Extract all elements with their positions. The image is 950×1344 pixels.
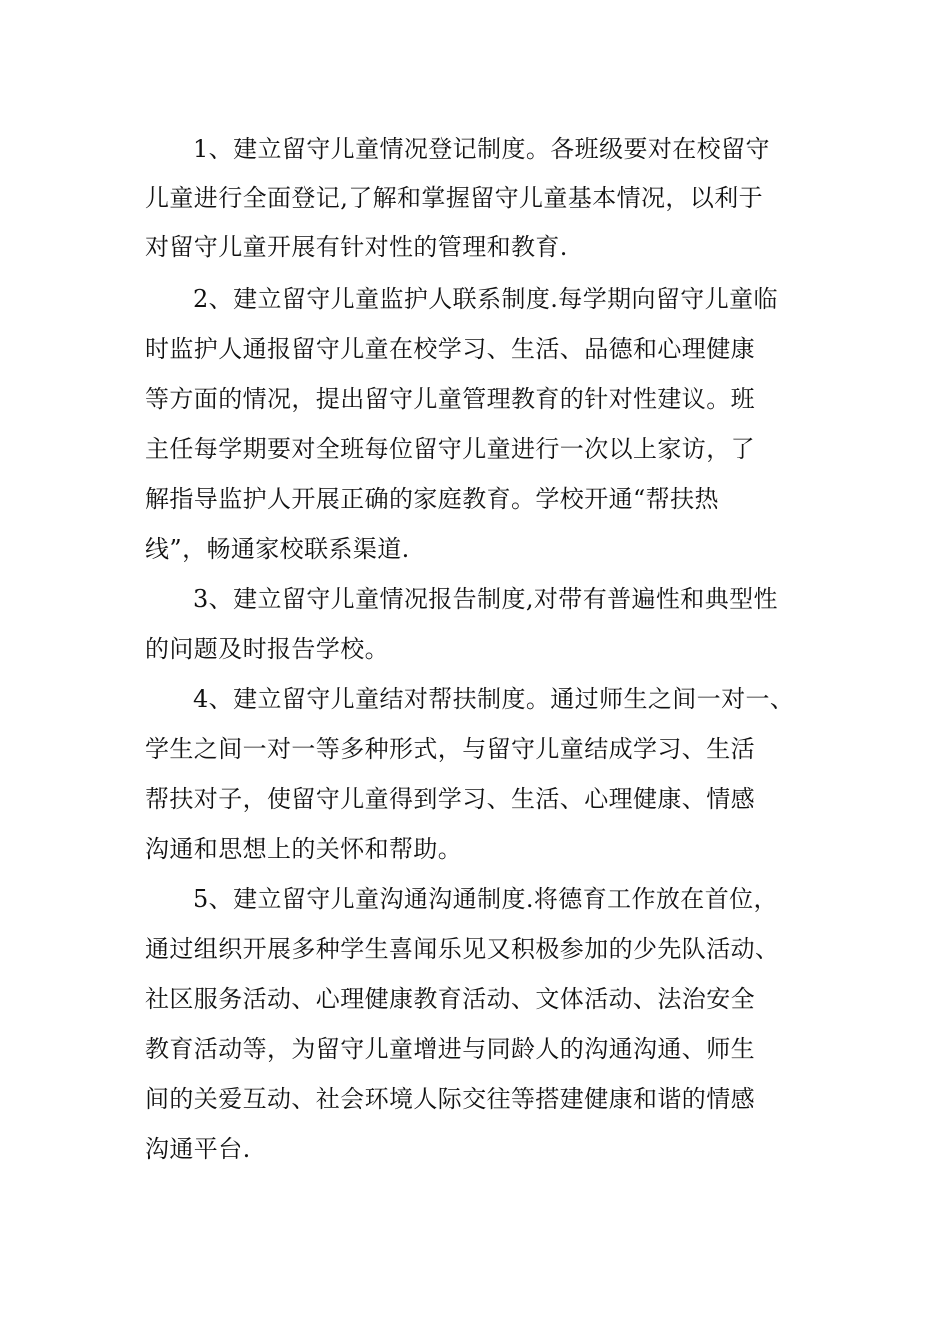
paragraph-5-line-4: 教育活动等，为留守儿童增进与同龄人的沟通沟通、师生 bbox=[145, 1035, 755, 1063]
paragraph-1-line-1: 1、建立留守儿童情况登记制度。各班级要对在校留守 bbox=[193, 135, 770, 163]
paragraph-5-line-1: 5、建立留守儿童沟通沟通制度.将德育工作放在首位， bbox=[193, 885, 778, 913]
paragraph-2-line-5: 解指导监护人开展正确的家庭教育。学校开通“帮扶热 bbox=[145, 485, 719, 513]
paragraph-2-line-6: 线”，畅通家校联系渠道. bbox=[145, 535, 410, 563]
paragraph-3-line-2: 的问题及时报告学校。 bbox=[145, 635, 389, 663]
paragraph-3-line-1: 3、建立留守儿童情况报告制度,对带有普遍性和典型性 bbox=[193, 585, 778, 613]
paragraph-1-line-2: 儿童进行全面登记,了解和掌握留守儿童基本情况，以利于 bbox=[145, 184, 764, 212]
paragraph-5-line-2: 通过组织开展多种学生喜闻乐见又积极参加的少先队活动、 bbox=[145, 935, 780, 963]
paragraph-4-line-3: 帮扶对子，使留守儿童得到学习、生活、心理健康、情感 bbox=[145, 785, 755, 813]
paragraph-2-line-3: 等方面的情况，提出留守儿童管理教育的针对性建议。班 bbox=[145, 385, 755, 413]
paragraph-4-line-1: 4、建立留守儿童结对帮扶制度。通过师生之间一对一、 bbox=[193, 685, 795, 713]
paragraph-4-line-4: 沟通和思想上的关怀和帮助。 bbox=[145, 835, 463, 863]
paragraph-5-line-3: 社区服务活动、心理健康教育活动、文体活动、法治安全 bbox=[145, 985, 755, 1013]
paragraph-2-line-2: 时监护人通报留守儿童在校学习、生活、品德和心理健康 bbox=[145, 335, 755, 363]
paragraph-5-line-6: 沟通平台. bbox=[145, 1135, 251, 1163]
paragraph-1-line-3: 对留守儿童开展有针对性的管理和教育. bbox=[145, 233, 568, 261]
paragraph-5-line-5: 间的关爱互动、社会环境人际交往等搭建健康和谐的情感 bbox=[145, 1085, 755, 1113]
paragraph-4-line-2: 学生之间一对一等多种形式，与留守儿童结成学习、生活 bbox=[145, 735, 755, 763]
paragraph-2-line-4: 主任每学期要对全班每位留守儿童进行一次以上家访，了 bbox=[145, 435, 755, 463]
paragraph-2-line-1: 2、建立留守儿童监护人联系制度.每学期向留守儿童临 bbox=[193, 285, 778, 313]
